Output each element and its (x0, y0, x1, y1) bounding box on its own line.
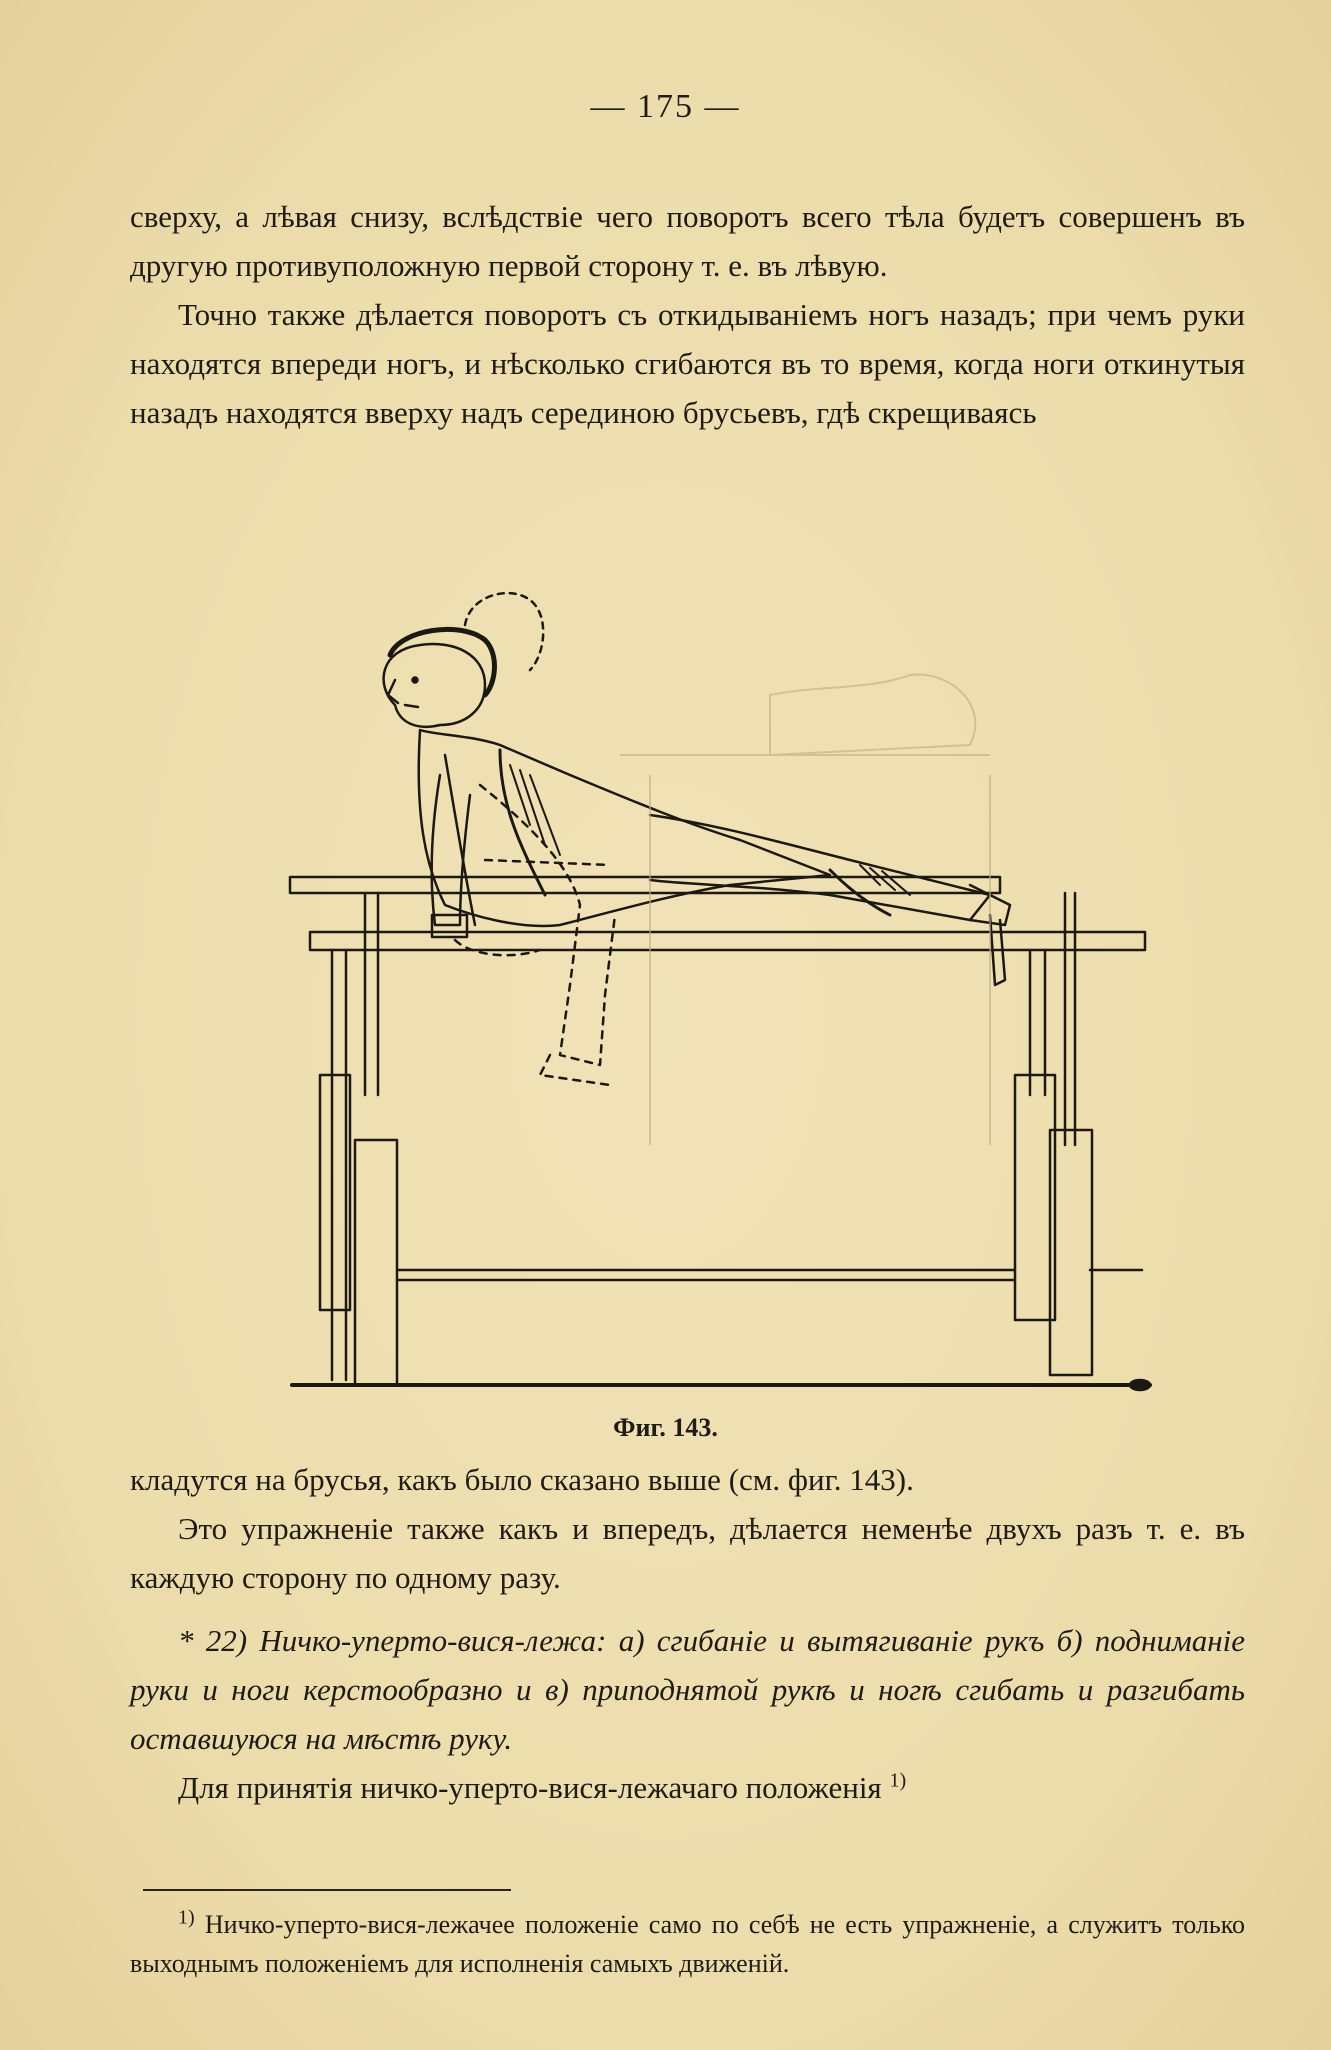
back-rail (290, 877, 1000, 893)
figure-arm (432, 775, 470, 925)
figure-caption: Фиг. 143. (613, 1413, 718, 1442)
left-post-front (355, 1140, 397, 1385)
page-number: — 175 — (590, 88, 741, 125)
paragraph-position (130, 1763, 1245, 1812)
bottom-text-block (130, 1455, 1245, 1812)
footnote-divider (143, 1889, 511, 1891)
figure-torso (419, 730, 830, 926)
right-post-front (1050, 1130, 1092, 1375)
top-text-block (130, 192, 1245, 437)
footnote-text: Ничко-уперто-вися-лежачее положеніе само по себѣ не есть упражненіе, а служитъ только выходнымъ положеніемъ для исполненія самыхъ движеній. (130, 1910, 1246, 1978)
footnote-reference: 1) (889, 1769, 907, 1792)
paragraph-bars: кладутся на брусья, какъ было сказано выше (см. фиг. 143). (130, 1462, 914, 1497)
exercise-heading: * 22) Ничко-уперто-вися-лежа: а) сгибаніе и вытягиваніе рукъ б) подниманіе руки и ноги керстообразно и в) приподнятой рукѣ и ногѣ сгибать и разгибать оставшуюся на мѣстѣ руку. (130, 1623, 1245, 1756)
parallel-bars-exercise-illustration (270, 585, 1170, 1405)
front-rail (310, 932, 1145, 950)
figure-head (384, 644, 485, 727)
paragraph-continued: сверху, а лѣвая снизу, вслѣдствіе чего поворотъ всего тѣла будетъ совершенъ въ другую противуположную первой сторону т. е. въ лѣвую. (130, 199, 1245, 283)
paragraph-repeat: Это упражненіе также какъ и впередъ, дѣлается неменѣе двухъ разъ т. е. въ каждую сторону по одному разу. (130, 1511, 1245, 1595)
paragraph-backward-turn: Точно также дѣлается поворотъ съ откидываніемъ ногъ назадъ; при чемъ руки находятся впереди ногъ, и нѣсколько сгибаются въ то время, когда ноги откинутыя назадъ находятся вверху надъ серединою брусьевъ, гдѣ скрещиваясь (130, 297, 1245, 430)
paragraph-position-text: Для принятія ничко-уперто-вися-лежачаго положенія (178, 1770, 882, 1805)
footnote (130, 1905, 1245, 1983)
figure-legs (650, 815, 990, 920)
footnote-mark: 1) (178, 1906, 195, 1929)
